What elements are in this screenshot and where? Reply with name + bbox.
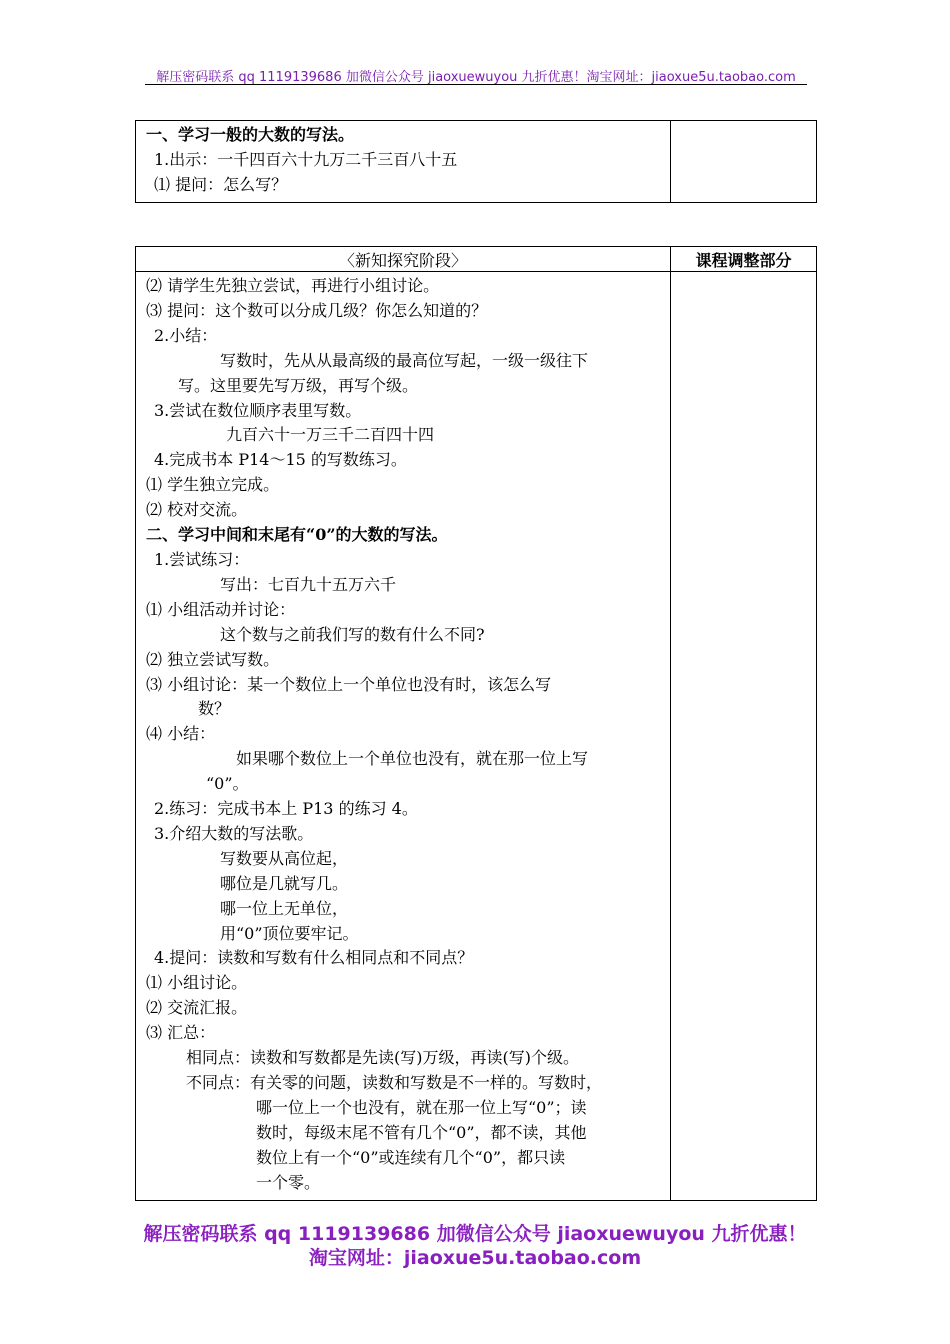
text-line: ⑴ 小组讨论。	[146, 973, 248, 993]
text-line: 数位上有一个“0”或连续有几个“0”，都只读	[256, 1147, 566, 1167]
text-line: 数？	[198, 699, 231, 719]
text-line: ⑶ 汇总：	[146, 1023, 216, 1043]
adjustment-header: 课程调整部分	[671, 247, 817, 272]
text-line: 不同点：有关零的问题，读数和写数是不一样的。写数时，	[186, 1073, 603, 1092]
text-line: “0”。	[206, 774, 249, 794]
watermark-footer-line2: 淘宝网址：jiaoxue5u.taobao.com	[308, 1247, 642, 1269]
text-line: ⑴ 学生独立完成。	[146, 475, 280, 495]
watermark-header: 解压密码联系 qq 1119139686 加微信公众号 jiaoxuewuyou 九折优惠！淘宝网址：jiaoxue5u.taobao.com	[156, 70, 796, 85]
text-line: ⑵ 请学生先独立尝试，再进行小组讨论。	[146, 276, 440, 295]
text-line: 4.提问：读数和写数有什么相同点和不同点？	[154, 948, 474, 968]
text-line: 九百六十一万三千二百四十四	[226, 425, 435, 445]
text-line: ⑵ 校对交流。	[146, 500, 248, 520]
text-line: ⑵ 交流汇报。	[146, 998, 248, 1018]
adjustment-cell	[671, 121, 817, 203]
lesson-table-main	[135, 246, 817, 1201]
poem-line: 哪位是几就写几。	[220, 873, 349, 893]
text-line: 4.完成书本 P14～15 的写数练习。	[154, 450, 407, 470]
section-heading: 二、学习中间和末尾有“0”的大数的写法。	[146, 525, 448, 545]
text-line: 写。这里要先写万级，再写个级。	[178, 375, 419, 395]
poem-line: 用“0”顶位要牢记。	[220, 923, 359, 943]
text-line: 哪一位上一个也没有，就在那一位上写“0”；读	[256, 1097, 587, 1117]
text-line: ⑴ 提问：怎么写？	[154, 174, 288, 194]
text-line: 如果哪个数位上一个单位也没有，就在那一位上写	[236, 749, 589, 769]
text-line: ⑷ 小结：	[146, 724, 216, 744]
text-line: 这个数与之前我们写的数有什么不同?	[220, 624, 485, 644]
adjustment-cell	[671, 272, 817, 1201]
text-line: 写数时，先从从最高级的最高位写起，一级一级往下	[220, 350, 589, 370]
intro-content-cell	[136, 121, 671, 203]
lesson-table-intro	[135, 120, 817, 203]
text-line: 1.尝试练习：	[154, 549, 250, 569]
text-line: ⑶ 小组讨论：某一个数位上一个单位也没有时，该怎么写	[146, 674, 552, 694]
text-line: ⑴ 小组活动并讨论：	[146, 599, 296, 619]
text-line: 2.练习：完成书本上 P13 的练习 4。	[154, 799, 418, 819]
text-line: ⑵ 独立尝试写数。	[146, 649, 280, 669]
text-line: 1.出示：一千四百六十九万二千三百八十五	[154, 149, 458, 169]
text-line: 相同点：读数和写数都是先读(写)万级，再读(写)个级。	[186, 1048, 579, 1068]
poem-line: 写数要从高位起，	[220, 848, 349, 868]
poem-line: 哪一位上无单位，	[220, 898, 349, 918]
watermark-footer-line1: 解压密码联系 qq 1119139686 加微信公众号 jiaoxuewuyou 九折优惠！	[143, 1223, 807, 1245]
text-line: 2.小结：	[154, 325, 218, 345]
text-line: 写出：七百九十五万六千	[220, 574, 397, 594]
text-line: ⑶ 提问：这个数可以分成几级？你怎么知道的？	[146, 300, 488, 320]
stage-header: 〈新知探究阶段〉	[136, 247, 671, 272]
main-content-cell	[136, 272, 671, 1201]
header-rule	[145, 84, 807, 85]
text-line: 一个零。	[256, 1172, 321, 1192]
text-line: 数时，每级末尾不管有几个“0”，都不读，其他	[256, 1122, 587, 1142]
text-line: 3.尝试在数位顺序表里写数。	[154, 400, 362, 420]
text-line: 3.介绍大数的写法歌。	[154, 823, 314, 843]
section-heading: 一、学习一般的大数的写法。	[146, 125, 355, 144]
